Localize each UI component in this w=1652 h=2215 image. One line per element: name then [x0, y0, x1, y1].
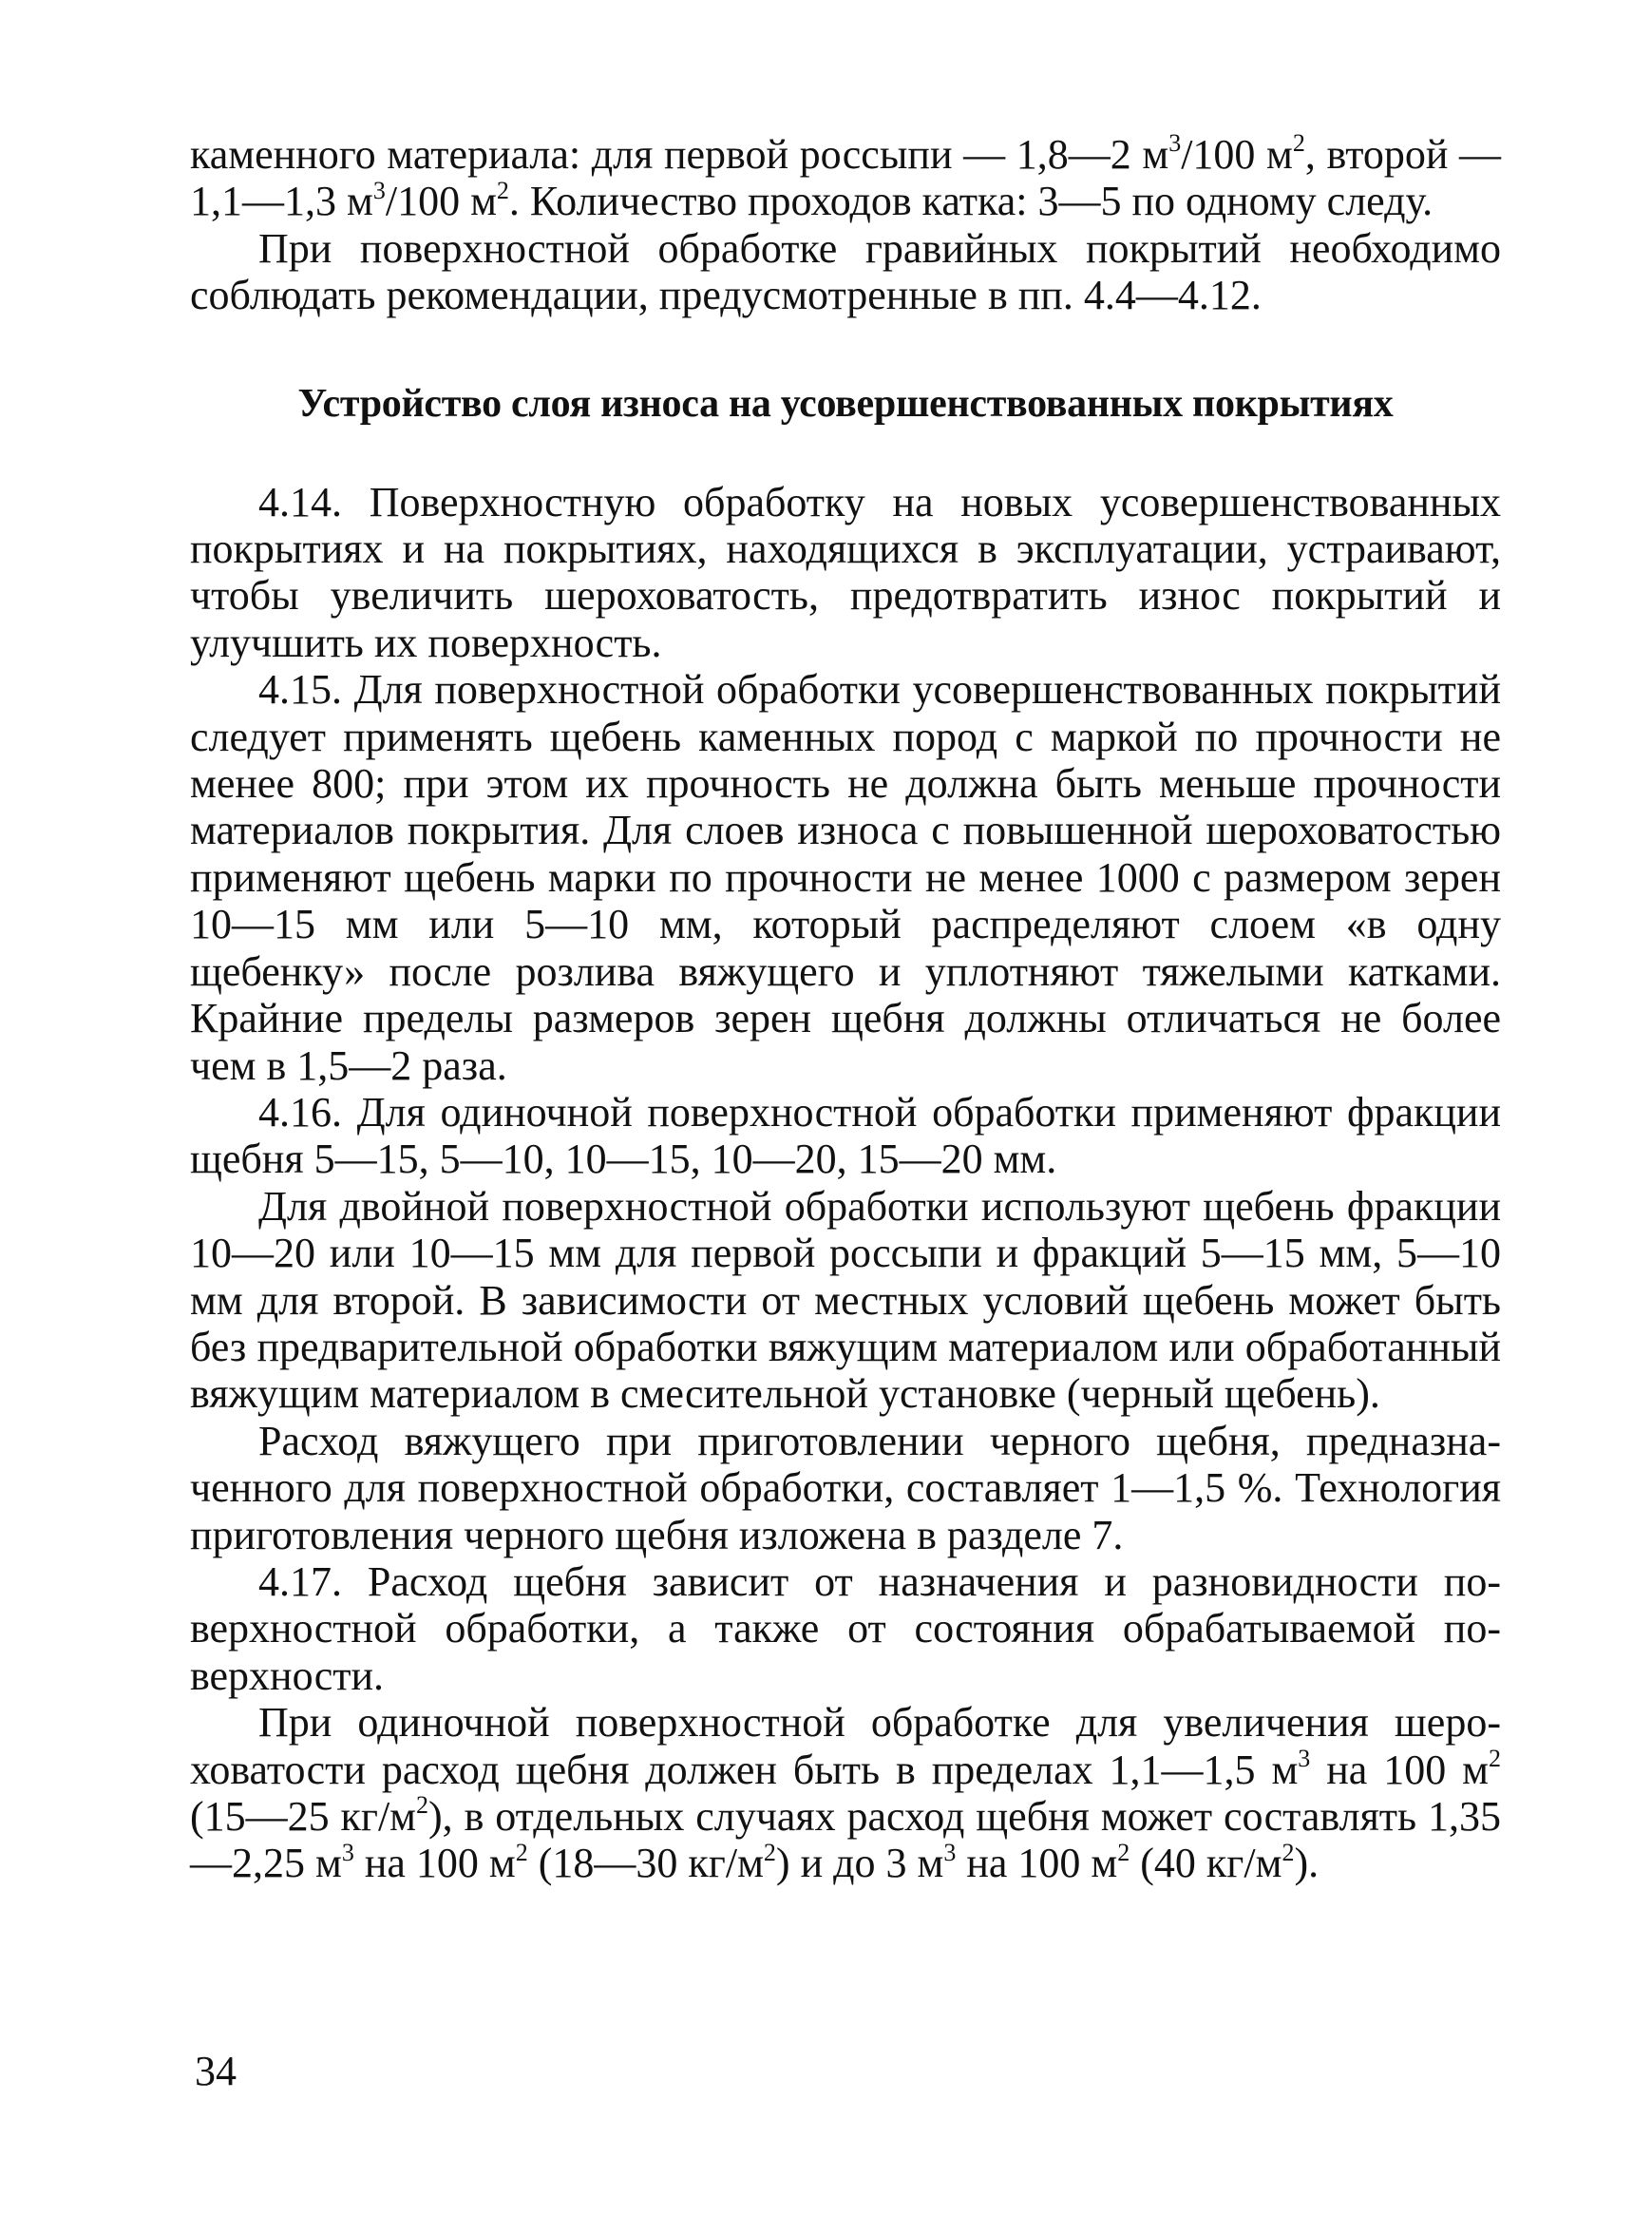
page-number: 34: [195, 2048, 237, 2094]
paragraph-4-14: 4.14. Поверхностную обработку на новых усовершенствованных покрытиях и на покрытиях, находящихся в эксплуатации, устраивают, чтобы увеличить шероховатость, предотвратить износ покрытий и улучшить их поверхность.: [190, 478, 1501, 666]
paragraph-continued: каменного материала: для первой россыпи — 1,8—2 $м^3/100$ $м^2$, второй — 1,1—1,3 $м^3/100$ $м^2$. Количество проходов катка: 3—5 по одному следу.: [190, 129, 1502, 225]
paragraph-4-16: 4.16. Для одиночной поверхностной обработки применяют фракции щебня 5—15, 5—10, 10—15, 10—20, 15—20 мм.: [190, 1088, 1501, 1183]
document-page: [190, 131, 1501, 1887]
section-heading: Устройство слоя износа на усовершенствованных покрытиях: [297, 381, 1394, 426]
paragraph-4-17: 4.17. Расход щебня зависит от назначения и разновидности поверхностной обработки, а также от состояния обрабатываемой поверхности.: [190, 1557, 1501, 1699]
paragraph-double-treatment: Для двойной поверхностной обработки используют щебень фракции 10—20 или 10—15 мм для первой россыпи и фракций 5—15 мм, 5—10 мм для второй. В зависимости от местных условий щебень может быть без предварительной обработки вяжущим материалом или обработанный вяжущим материалом в смесительной установке (черный щебень).: [190, 1182, 1501, 1418]
paragraph-gravel-recommendations: При поверхностной обработке гравийных покрытий необходимо соблюдать рекомендации, предусмотренные в пп. 4.4—4.12.: [190, 224, 1501, 319]
paragraph-binder-consumption: Расход вяжущего при приготовлении черного щебня, предназначенного для поверхностной обработки, составляет 1—1,5 %. Технология приготовления черного щебня изложена в разделе 7.: [190, 1417, 1501, 1558]
paragraph-single-treatment: При одиночной поверхностной обработке для увеличения шероховатости расход щебня должен быть в пределах 1,1—1,5 $м^3$ на 100 $м^2$ (15—25 $кг/м^2$), в отдельных случаях расход щебня может составлять 1,35—2,25 $м^3$ на 100 $м^2$ (18—30 $кг/м^2$) и до 3 $м^3$ на 100 $м^2$ (40 $кг/м^2$).: [190, 1699, 1501, 1887]
paragraph-4-15: 4.15. Для поверхностной обработки усовершенствованных покрытий следует применять щебень каменных пород с маркой по прочности не менее 800; при этом их прочность не должна быть меньше прочности материалов покрытия. Для слоев износа с повышенной шероховатостью применяют щебень марки по прочности не менее 1000 с размером зерен 10—15 мм или 5—10 мм, который распределяют слоем «в одну щебенку» после розлива вяжущего и уплотняют тяжелыми катками. Крайние пределы размеров зерен щебня должны отличаться не более чем в 1,5—2 раза.: [190, 666, 1501, 1089]
